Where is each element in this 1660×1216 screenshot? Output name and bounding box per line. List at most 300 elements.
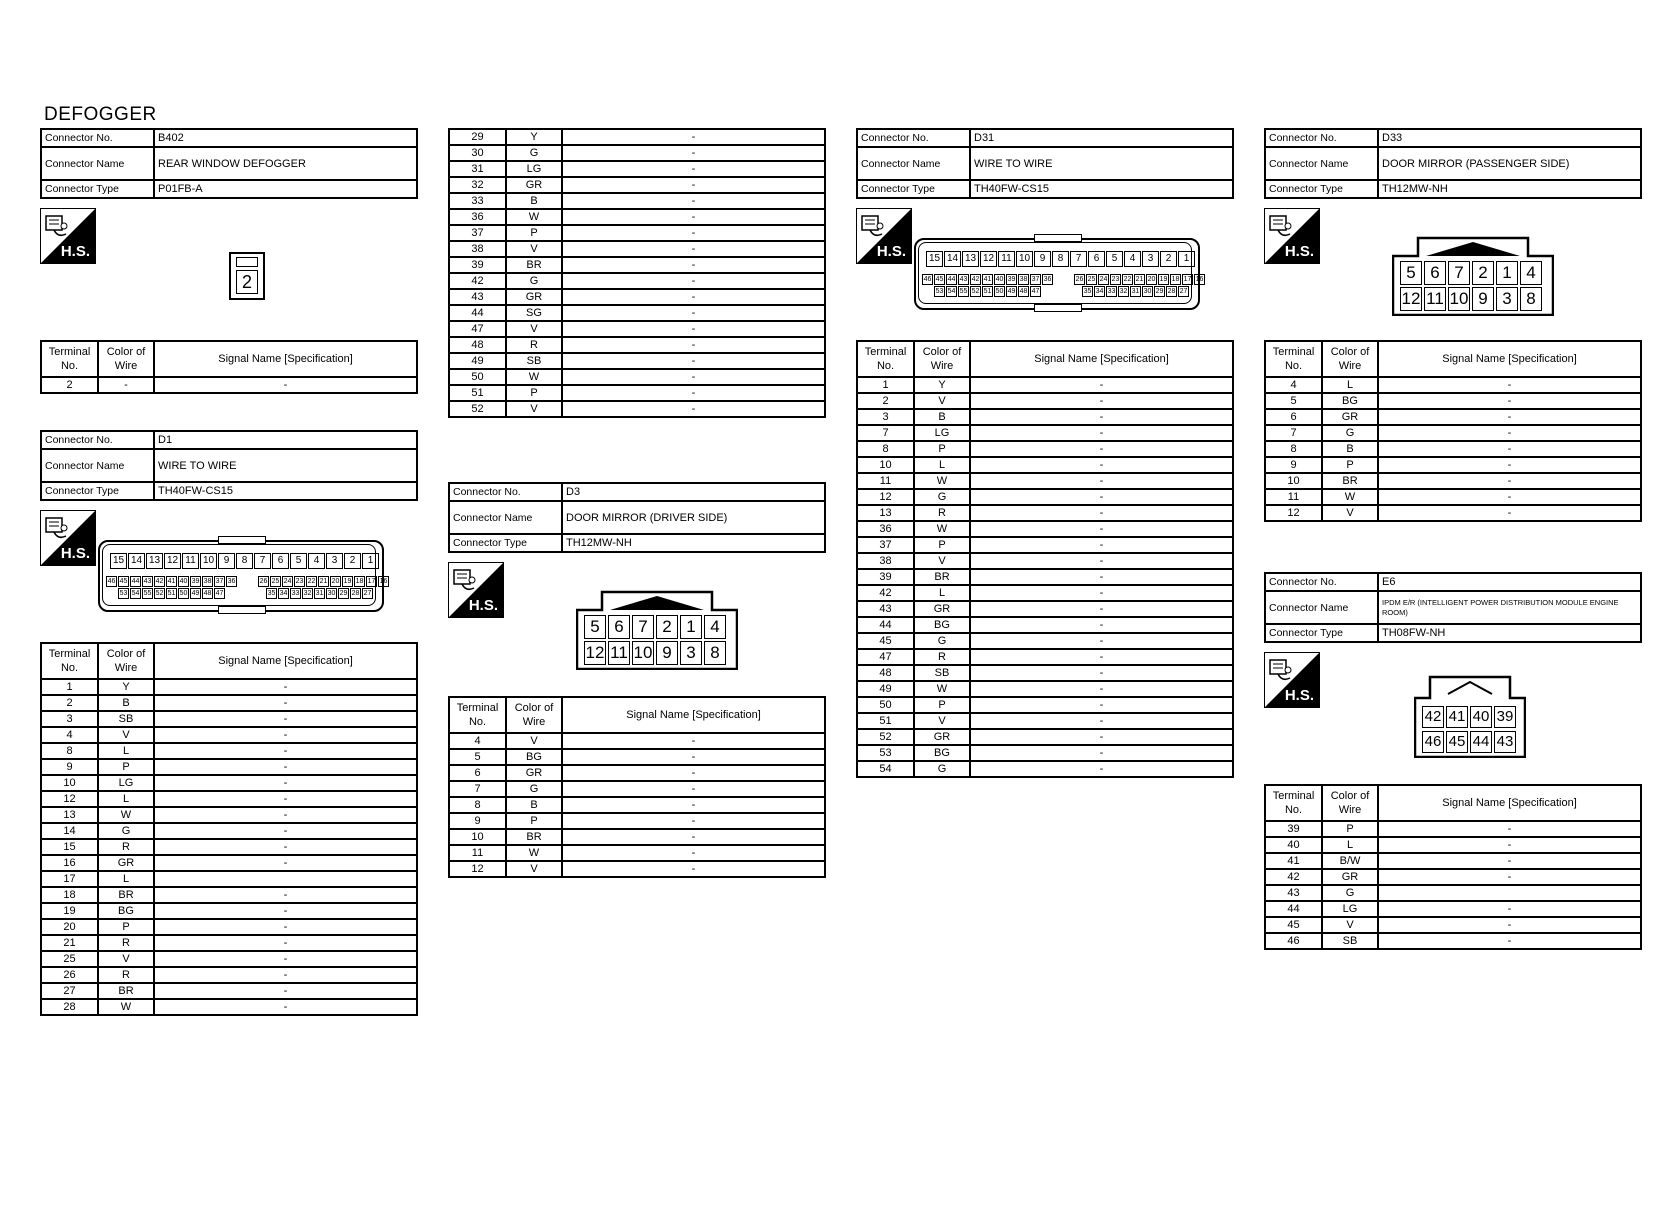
- pin-cell: 10: [632, 641, 654, 665]
- header-signal: Signal Name [Specification]: [154, 643, 417, 679]
- wire-color: BG: [98, 903, 154, 919]
- connector-no: D31: [970, 129, 1233, 147]
- terminal-no: 9: [449, 813, 506, 829]
- label: Connector Type: [1265, 624, 1378, 642]
- table-row: [449, 257, 825, 273]
- pin-cell: 8: [1520, 287, 1542, 311]
- terminal-no: 25: [41, 951, 98, 967]
- pin-cell: 20: [331, 578, 340, 585]
- pin-cell: 4: [704, 615, 726, 639]
- pin-cell: 24: [283, 578, 292, 585]
- terminal-no: 12: [449, 861, 506, 877]
- signal-name: -: [154, 791, 417, 807]
- pin-cell: 55: [959, 288, 968, 295]
- table-row: [857, 633, 1233, 649]
- table-row: [857, 729, 1233, 745]
- header-terminal: Terminal No.: [1265, 785, 1322, 821]
- terminal-no: 29: [449, 129, 506, 145]
- connector-name: WIRE TO WIRE: [970, 147, 1233, 180]
- table-row: [449, 369, 825, 385]
- terminal-no: 3: [857, 409, 914, 425]
- wire-color: GR: [914, 729, 970, 745]
- pin-cell: 10: [1448, 287, 1470, 311]
- signal-name: -: [970, 633, 1233, 649]
- terminal-no: 10: [41, 775, 98, 791]
- wire-color: L: [98, 871, 154, 887]
- table-row: [449, 321, 825, 337]
- table-row: [41, 791, 417, 807]
- table-row: [41, 711, 417, 727]
- signal-name: -: [970, 745, 1233, 761]
- pin-cell: 43: [959, 276, 968, 283]
- table-row: [449, 337, 825, 353]
- pin-cell: 53: [119, 590, 128, 597]
- pin-cell: 36: [1043, 276, 1052, 283]
- wire-color: R: [98, 935, 154, 951]
- table-row: [1265, 409, 1641, 425]
- signal-name: -: [1378, 901, 1641, 917]
- terminal-no: 13: [41, 807, 98, 823]
- wire-color: P: [506, 813, 562, 829]
- pin-cell: 45: [935, 276, 944, 283]
- table-row: [857, 377, 1233, 393]
- signal-name: -: [562, 289, 825, 305]
- wire-color: BR: [506, 829, 562, 845]
- pin-cell: 35: [1083, 288, 1092, 295]
- connector-face-d33: [1392, 234, 1554, 316]
- table-row: [1265, 505, 1641, 521]
- table-row: [41, 935, 417, 951]
- table-row: [41, 679, 417, 695]
- wire-color: GR: [1322, 409, 1378, 425]
- header-color: Color of Wire: [914, 341, 970, 377]
- table-row: [449, 797, 825, 813]
- wire-color: L: [914, 585, 970, 601]
- signal-name: -: [970, 585, 1233, 601]
- header-color: Color of Wire: [98, 643, 154, 679]
- wire-color: GR: [506, 177, 562, 193]
- pin-cell: 43: [1494, 731, 1516, 753]
- table-row: [41, 695, 417, 711]
- terminal-no: 8: [1265, 441, 1322, 457]
- signal-name: -: [562, 225, 825, 241]
- harness-side-icon: [40, 510, 96, 566]
- terminal-no: 52: [857, 729, 914, 745]
- signal-name: -: [562, 353, 825, 369]
- pin-cell: 4: [1520, 261, 1542, 285]
- pin-cell: 41: [983, 276, 992, 283]
- pin-cell: 7: [1070, 251, 1087, 267]
- terminal-no: 54: [857, 761, 914, 777]
- pin-cell: 50: [179, 590, 188, 597]
- pin-cell: 44: [131, 578, 140, 585]
- pin-cell: 4: [1124, 251, 1141, 267]
- table-row: [449, 305, 825, 321]
- terminal-no: 3: [41, 711, 98, 727]
- wire-color: L: [98, 791, 154, 807]
- pin-cell: 22: [307, 578, 316, 585]
- label: Connector No.: [41, 431, 154, 449]
- signal-name: -: [970, 601, 1233, 617]
- table-row: [449, 241, 825, 257]
- pin-cell: 2: [656, 615, 678, 639]
- terminal-no: 2: [41, 695, 98, 711]
- connector-name: DOOR MIRROR (DRIVER SIDE): [562, 501, 825, 534]
- pin-cell: 2: [344, 553, 361, 569]
- pin-cell: 9: [1034, 251, 1051, 267]
- pin-cell: 47: [215, 590, 224, 597]
- pin-cell: 14: [128, 553, 145, 569]
- pin-cell: 48: [203, 590, 212, 597]
- table-row: [1265, 489, 1641, 505]
- signal-name: -: [154, 887, 417, 903]
- table-row: [857, 761, 1233, 777]
- pin-cell: 1: [362, 553, 379, 569]
- pin-cell: 6: [1088, 251, 1105, 267]
- pin-cell: 44: [947, 276, 956, 283]
- pin-cell: 21: [1135, 276, 1144, 283]
- pin-cell: 28: [1167, 288, 1176, 295]
- signal-name: -: [154, 695, 417, 711]
- wire-color: GR: [914, 601, 970, 617]
- pin-cell: 13: [146, 553, 163, 569]
- wire-color: BG: [506, 749, 562, 765]
- signal-name: -: [1378, 489, 1641, 505]
- wire-color: G: [1322, 425, 1378, 441]
- signal-name: -: [970, 537, 1233, 553]
- terminal-no: 11: [857, 473, 914, 489]
- connector-type: TH40FW-CS15: [154, 482, 417, 500]
- pin-cell: 8: [704, 641, 726, 665]
- header-signal: Signal Name [Specification]: [1378, 785, 1641, 821]
- pin-cell: 46: [923, 276, 932, 283]
- wire-color: G: [914, 761, 970, 777]
- harness-side-icon: [1264, 208, 1320, 264]
- wire-color: W: [506, 369, 562, 385]
- table-row: [1265, 933, 1641, 949]
- signal-name: -: [562, 765, 825, 781]
- terminal-no: 9: [41, 759, 98, 775]
- pin-cell: 42: [971, 276, 980, 283]
- pin-table-e6: [1264, 784, 1642, 950]
- pin-cell: 11: [182, 553, 199, 569]
- wire-color: BG: [914, 745, 970, 761]
- terminal-no: 42: [857, 585, 914, 601]
- wire-color: GR: [506, 765, 562, 781]
- pin-table-d3: [448, 696, 826, 878]
- signal-name: -: [562, 241, 825, 257]
- pin-cell: 1: [1178, 251, 1195, 267]
- page-title: DEFOGGER: [44, 104, 157, 125]
- table-row: [1265, 853, 1641, 869]
- signal-name: -: [154, 903, 417, 919]
- pin-cell: 27: [1179, 288, 1188, 295]
- pin-cell: 51: [167, 590, 176, 597]
- wire-color: BR: [1322, 473, 1378, 489]
- connector-no: E6: [1378, 573, 1641, 591]
- pin-cell: 52: [155, 590, 164, 597]
- table-row: [449, 829, 825, 845]
- label: Connector Type: [41, 180, 154, 198]
- terminal-no: 6: [449, 765, 506, 781]
- signal-name: [1378, 885, 1641, 901]
- pin-table-d31: [856, 340, 1234, 778]
- wire-color: B: [1322, 441, 1378, 457]
- pin-cell: 21: [319, 578, 328, 585]
- wire-color: SB: [506, 353, 562, 369]
- pin-cell: 19: [1159, 276, 1168, 283]
- wire-color: G: [506, 145, 562, 161]
- terminal-no: 5: [449, 749, 506, 765]
- table-row: [857, 505, 1233, 521]
- header-color: Color of Wire: [98, 341, 154, 377]
- wire-color: G: [506, 781, 562, 797]
- pin-cell: 39: [1494, 706, 1516, 728]
- pin-cell: 19: [343, 578, 352, 585]
- signal-name: -: [1378, 425, 1641, 441]
- connector-no: D3: [562, 483, 825, 501]
- pin-cell: 9: [656, 641, 678, 665]
- signal-name: -: [1378, 869, 1641, 885]
- header-terminal: Terminal No.: [1265, 341, 1322, 377]
- table-row: [449, 209, 825, 225]
- signal-name: -: [562, 161, 825, 177]
- wire-color: W: [506, 845, 562, 861]
- header-terminal: Terminal No.: [857, 341, 914, 377]
- pin-cell: 12: [164, 553, 181, 569]
- connector-type: TH40FW-CS15: [970, 180, 1233, 198]
- table-row: [449, 781, 825, 797]
- pin-cell: 23: [1111, 276, 1120, 283]
- pin-cell: 54: [131, 590, 140, 597]
- label: Connector Type: [857, 180, 970, 198]
- terminal-no: 10: [857, 457, 914, 473]
- pin-cell: 8: [236, 553, 253, 569]
- connector-type: TH08FW-NH: [1378, 624, 1641, 642]
- table-row: [449, 353, 825, 369]
- table-row: [1265, 425, 1641, 441]
- pin-cell: 53: [935, 288, 944, 295]
- table-row: [449, 145, 825, 161]
- terminal-no: 27: [41, 983, 98, 999]
- signal-name: -: [154, 855, 417, 871]
- table-row: [449, 749, 825, 765]
- terminal-no: 17: [41, 871, 98, 887]
- table-row: [41, 775, 417, 791]
- table-row: [857, 665, 1233, 681]
- wire-color: W: [914, 521, 970, 537]
- table-row: [857, 617, 1233, 633]
- pin-cell: 43: [143, 578, 152, 585]
- signal-name: -: [970, 649, 1233, 665]
- pin-cell: 38: [1019, 276, 1028, 283]
- pin-cell: 42: [155, 578, 164, 585]
- signal-name: -: [970, 729, 1233, 745]
- signal-name: -: [970, 681, 1233, 697]
- signal-name: -: [970, 569, 1233, 585]
- pin-cell: 25: [271, 578, 280, 585]
- table-row: [41, 839, 417, 855]
- pin-cell: 18: [355, 578, 364, 585]
- signal-name: -: [154, 823, 417, 839]
- pin-cell: 13: [962, 251, 979, 267]
- pin-cell: 7: [632, 615, 654, 639]
- signal-name: -: [562, 749, 825, 765]
- pin-cell: 10: [1016, 251, 1033, 267]
- signal-name: -: [1378, 377, 1641, 393]
- terminal-no: 10: [1265, 473, 1322, 489]
- pin-cell: 38: [203, 578, 212, 585]
- connector-face-b402: [229, 252, 265, 300]
- wire-color: G: [1322, 885, 1378, 901]
- hs-label: H.S.: [60, 243, 90, 260]
- table-row: [41, 903, 417, 919]
- header-color: Color of Wire: [1322, 785, 1378, 821]
- terminal-no: 43: [449, 289, 506, 305]
- pin-cell: 39: [1007, 276, 1016, 283]
- connector-name: DOOR MIRROR (PASSENGER SIDE): [1378, 147, 1641, 180]
- signal-name: -: [1378, 393, 1641, 409]
- pin-cell: 20: [1147, 276, 1156, 283]
- pin-cell: 2: [1160, 251, 1177, 267]
- connector-face-d1: [98, 536, 388, 612]
- pin-cell: 10: [200, 553, 217, 569]
- terminal-no: 49: [449, 353, 506, 369]
- terminal-no: 4: [1265, 377, 1322, 393]
- signal-name: -: [1378, 821, 1641, 837]
- wire-color: SB: [98, 711, 154, 727]
- terminal-no: 11: [1265, 489, 1322, 505]
- table-row: [1265, 393, 1641, 409]
- terminal-no: 2: [41, 377, 98, 393]
- signal-name: -: [154, 919, 417, 935]
- signal-name: -: [562, 845, 825, 861]
- table-row: [41, 855, 417, 871]
- connector-name: WIRE TO WIRE: [154, 449, 417, 482]
- terminal-no: 47: [857, 649, 914, 665]
- wire-color: W: [1322, 489, 1378, 505]
- header-color: Color of Wire: [506, 697, 562, 733]
- pin-cell: 7: [254, 553, 271, 569]
- signal-name: -: [970, 425, 1233, 441]
- table-row: [1265, 901, 1641, 917]
- wire-color: W: [98, 999, 154, 1015]
- pin-cell: 33: [291, 590, 300, 597]
- connector-type: TH12MW-NH: [1378, 180, 1641, 198]
- signal-name: -: [1378, 853, 1641, 869]
- signal-name: -: [562, 369, 825, 385]
- wire-color: V: [506, 241, 562, 257]
- wire-color: P: [914, 537, 970, 553]
- pin-cell: 2: [236, 270, 258, 294]
- wire-color: V: [98, 951, 154, 967]
- pin-cell: 37: [215, 578, 224, 585]
- pin-cell: 3: [326, 553, 343, 569]
- signal-name: -: [562, 321, 825, 337]
- terminal-no: 10: [449, 829, 506, 845]
- terminal-no: 5: [1265, 393, 1322, 409]
- harness-side-icon: [856, 208, 912, 264]
- terminal-no: 43: [1265, 885, 1322, 901]
- signal-name: -: [562, 209, 825, 225]
- pin-cell: 24: [1099, 276, 1108, 283]
- table-row: [857, 553, 1233, 569]
- pin-cell: 12: [584, 641, 606, 665]
- table-row: [41, 807, 417, 823]
- wire-color: V: [914, 553, 970, 569]
- terminal-no: 42: [1265, 869, 1322, 885]
- connector-no: D33: [1378, 129, 1641, 147]
- pin-table-d1: [40, 642, 418, 1016]
- connector-info-d3: [448, 482, 826, 553]
- connector-info-d33: [1264, 128, 1642, 199]
- wire-color: Y: [506, 129, 562, 145]
- pin-cell: 52: [971, 288, 980, 295]
- label: Connector Name: [449, 501, 562, 534]
- wire-color: L: [1322, 377, 1378, 393]
- wire-color: V: [98, 727, 154, 743]
- terminal-no: 15: [41, 839, 98, 855]
- signal-name: -: [970, 553, 1233, 569]
- connector-no: D1: [154, 431, 417, 449]
- table-row: [857, 745, 1233, 761]
- label: Connector Type: [1265, 180, 1378, 198]
- table-row: [41, 871, 417, 887]
- label: Connector No.: [1265, 573, 1378, 591]
- wire-color: P: [1322, 821, 1378, 837]
- signal-name: -: [1378, 505, 1641, 521]
- wire-color: BR: [914, 569, 970, 585]
- pin-cell: 46: [1422, 731, 1444, 753]
- table-row: [857, 393, 1233, 409]
- pin-cell: 39: [191, 578, 200, 585]
- terminal-no: 14: [41, 823, 98, 839]
- table-row: [857, 473, 1233, 489]
- pin-cell: 3: [680, 641, 702, 665]
- signal-name: -: [1378, 473, 1641, 489]
- pin-cell: 27: [363, 590, 372, 597]
- hs-label: H.S.: [876, 243, 906, 260]
- signal-name: -: [970, 473, 1233, 489]
- pin-cell: 5: [290, 553, 307, 569]
- wire-color: W: [914, 473, 970, 489]
- terminal-no: 7: [1265, 425, 1322, 441]
- signal-name: -: [154, 983, 417, 999]
- connector-no: B402: [154, 129, 417, 147]
- header-terminal: Terminal No.: [41, 341, 98, 377]
- terminal-no: 2: [857, 393, 914, 409]
- wire-color: V: [506, 321, 562, 337]
- wire-color: GR: [1322, 869, 1378, 885]
- signal-name: -: [154, 711, 417, 727]
- header-signal: Signal Name [Specification]: [154, 341, 417, 377]
- table-row: [857, 489, 1233, 505]
- table-row: [857, 537, 1233, 553]
- table-row: [449, 733, 825, 749]
- signal-name: -: [970, 377, 1233, 393]
- pin-cell: 4: [308, 553, 325, 569]
- pin-cell: 49: [191, 590, 200, 597]
- signal-name: -: [154, 743, 417, 759]
- harness-side-icon: [448, 562, 504, 618]
- terminal-no: 6: [1265, 409, 1322, 425]
- pin-cell: 26: [259, 578, 268, 585]
- header-signal: Signal Name [Specification]: [562, 697, 825, 733]
- connector-info-e6: [1264, 572, 1642, 643]
- pin-cell: 33: [1107, 288, 1116, 295]
- table-row: [41, 377, 417, 393]
- table-row: [449, 385, 825, 401]
